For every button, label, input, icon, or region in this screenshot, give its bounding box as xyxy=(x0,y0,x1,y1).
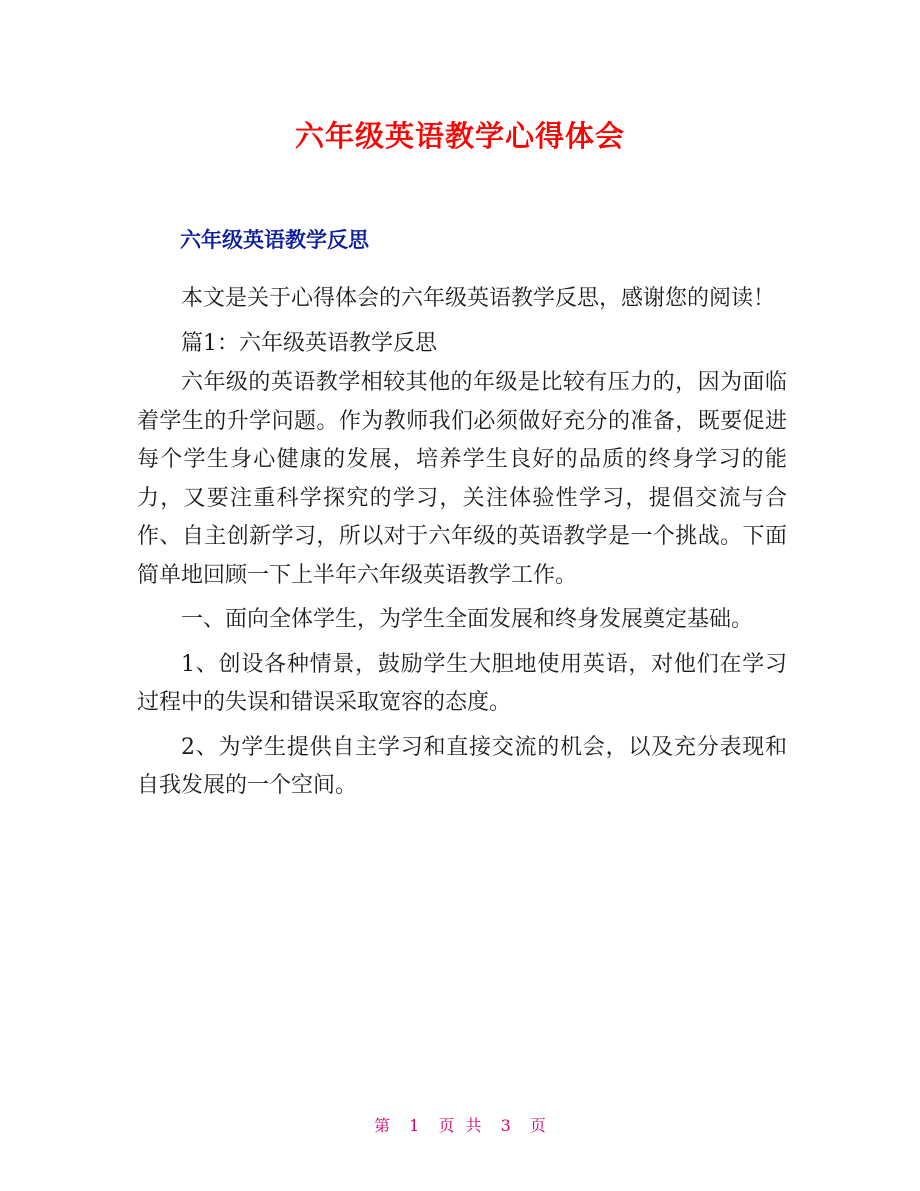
paragraph-item-2: 2、为学生提供自主学习和直接交流的机会，以及充分表现和自我发展的一个空间。 xyxy=(137,734,787,798)
footer-prefix: 第 xyxy=(374,1116,391,1135)
paragraph-article-label: 篇1：六年级英语教学反思 xyxy=(181,330,437,356)
document-title: 六年级英语教学心得体会 xyxy=(294,119,625,153)
paragraph-item-1: 1、创设各种情景，鼓励学生大胆地使用英语，对他们在学习过程中的失误和错误采取宽容的态度。 xyxy=(137,651,787,715)
paragraph-intro: 本文是关于心得体会的六年级英语教学反思，感谢您的阅读！ xyxy=(181,286,776,311)
page-footer xyxy=(0,1113,920,1136)
document-body xyxy=(137,280,787,812)
footer-current-page: 1 xyxy=(409,1116,420,1135)
footer-middle: 页 共 xyxy=(438,1116,482,1135)
footer-suffix: 页 xyxy=(529,1116,546,1135)
paragraph-main: 六年级的英语教学相较其他的年级是比较有压力的，因为面临着学生的升学问题。作为教师我们必须做好充分的准备，既要促进每个学生身心健康的发展，培养学生良好的品质的终身学习的能力，又要注重科学探究的学习，关注体验性学习，提倡交流与合作、自主创新学习，所以对于六年级的英语教学是一个挑战。下面简单地回顾一下上半年六年级英语教学工作。 xyxy=(137,370,787,588)
footer-total-pages: 3 xyxy=(500,1116,511,1135)
paragraph-point-one: 一、面向全体学生，为学生全面发展和终身发展奠定基础。 xyxy=(181,607,754,632)
section-heading: 六年级英语教学反思 xyxy=(180,228,369,252)
